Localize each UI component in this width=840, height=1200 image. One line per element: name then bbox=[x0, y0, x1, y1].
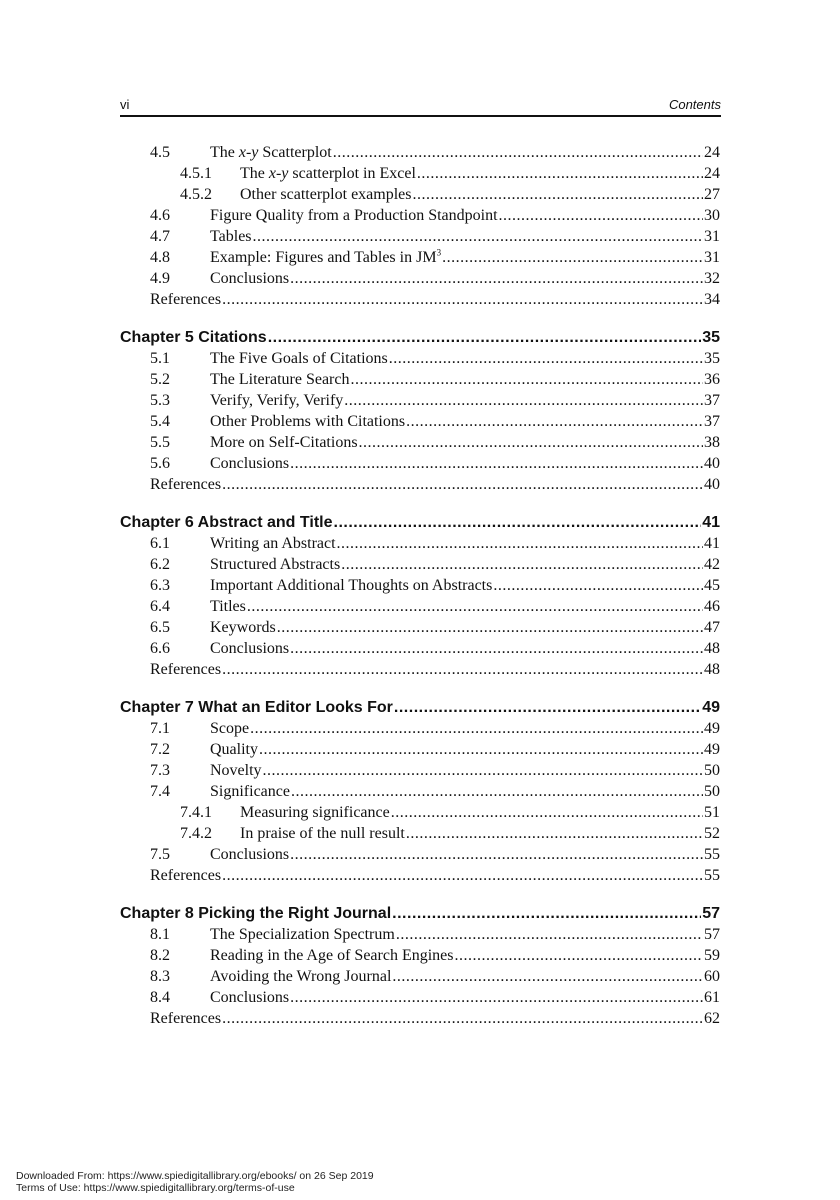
toc-entry[interactable] bbox=[120, 369, 720, 390]
table-of-contents bbox=[120, 142, 720, 1029]
toc-entry[interactable] bbox=[120, 924, 720, 945]
page-ref: 24 bbox=[704, 165, 720, 182]
entry-title bbox=[120, 327, 267, 348]
section-number: 8.3 bbox=[150, 968, 170, 985]
dot-leader bbox=[253, 226, 703, 247]
toc-entry[interactable] bbox=[120, 226, 720, 247]
section-number: 5.2 bbox=[150, 371, 170, 388]
terms-of-use: Terms of Use: https://www.spiedigitallibrary.org/terms-of-use bbox=[16, 1182, 295, 1194]
dot-leader bbox=[277, 617, 703, 638]
toc-entry[interactable] bbox=[120, 760, 720, 781]
toc-entry[interactable] bbox=[120, 638, 720, 659]
dot-leader bbox=[222, 289, 703, 310]
dot-leader bbox=[344, 390, 703, 411]
page-ref: 48 bbox=[704, 661, 720, 678]
title-text: Conclusions bbox=[210, 640, 290, 657]
running-title: Contents bbox=[668, 97, 721, 112]
title-text: Other scatterplot examples bbox=[240, 186, 412, 203]
toc-entry[interactable] bbox=[120, 802, 720, 823]
title-text: Conclusions bbox=[210, 455, 290, 472]
title-text: Conclusions bbox=[210, 989, 290, 1006]
dot-leader bbox=[250, 718, 703, 739]
entry-title bbox=[240, 184, 412, 205]
section-number: 7.5 bbox=[150, 846, 170, 863]
dot-leader bbox=[391, 802, 703, 823]
page-ref: 46 bbox=[704, 598, 720, 615]
dot-leader bbox=[455, 945, 704, 966]
section-number: 4.9 bbox=[150, 270, 170, 287]
entry-title bbox=[210, 348, 388, 369]
page-ref: 31 bbox=[704, 249, 720, 266]
entry-title bbox=[210, 390, 343, 411]
dot-leader bbox=[259, 739, 703, 760]
title-text: Figure Quality from a Production Standpoint bbox=[210, 207, 498, 224]
toc-chapter-entry[interactable] bbox=[120, 327, 720, 348]
entry-title bbox=[210, 987, 289, 1008]
entry-title bbox=[210, 205, 498, 226]
entry-title bbox=[210, 432, 358, 453]
toc-entry[interactable] bbox=[120, 432, 720, 453]
dot-leader bbox=[291, 781, 703, 802]
footer bbox=[16, 1170, 374, 1194]
title-text: Reading in the Age of Search Engines bbox=[210, 947, 454, 964]
dot-leader bbox=[392, 966, 703, 987]
dot-leader bbox=[493, 575, 703, 596]
page-ref: 35 bbox=[704, 350, 720, 367]
title-text: The Five Goals of Citations bbox=[210, 350, 388, 367]
page-number: vi bbox=[120, 97, 130, 112]
page-ref: 52 bbox=[704, 825, 720, 842]
toc-entry[interactable] bbox=[120, 1008, 720, 1029]
entry-title bbox=[210, 844, 289, 865]
page-ref: 60 bbox=[704, 968, 720, 985]
page-ref: 35 bbox=[702, 329, 720, 346]
toc-entry[interactable] bbox=[120, 348, 720, 369]
title-text: 3 bbox=[436, 247, 442, 258]
section-number: 4.7 bbox=[150, 228, 170, 245]
dot-leader bbox=[268, 327, 702, 348]
title-text: In praise of the null result bbox=[240, 825, 405, 842]
page-ref: 57 bbox=[704, 926, 720, 943]
title-text: Novelty bbox=[210, 762, 262, 779]
dot-leader bbox=[389, 348, 703, 369]
title-text: Other Problems with Citations bbox=[210, 413, 406, 430]
section-number: 4.8 bbox=[150, 249, 170, 266]
page-ref: 48 bbox=[704, 640, 720, 657]
entry-title bbox=[240, 823, 405, 844]
dot-leader bbox=[337, 533, 703, 554]
entry-title bbox=[120, 512, 333, 533]
toc-entry[interactable] bbox=[120, 718, 720, 739]
toc-entry[interactable] bbox=[120, 184, 720, 205]
title-text: Quality bbox=[210, 741, 258, 758]
toc-entry[interactable] bbox=[120, 659, 720, 680]
entry-title bbox=[210, 966, 391, 987]
dot-leader bbox=[222, 659, 703, 680]
title-text: Writing an Abstract bbox=[210, 535, 336, 552]
dot-leader bbox=[359, 432, 703, 453]
section-number: 5.1 bbox=[150, 350, 170, 367]
page-ref: 36 bbox=[704, 371, 720, 388]
toc-chapter-entry[interactable] bbox=[120, 903, 720, 924]
dot-leader bbox=[333, 142, 703, 163]
dot-leader bbox=[263, 760, 703, 781]
toc-entry[interactable] bbox=[120, 617, 720, 638]
dot-leader bbox=[442, 247, 703, 268]
title-text: Tables bbox=[210, 228, 252, 245]
entry-title bbox=[210, 739, 258, 760]
toc-entry[interactable] bbox=[120, 163, 720, 184]
entry-title bbox=[210, 638, 289, 659]
dot-leader bbox=[406, 411, 703, 432]
dot-leader bbox=[290, 453, 703, 474]
section-number: 8.4 bbox=[150, 989, 170, 1006]
toc-entry[interactable] bbox=[120, 289, 720, 310]
title-text: The Specialization Spectrum bbox=[210, 926, 395, 943]
dot-leader bbox=[290, 987, 703, 1008]
dot-leader bbox=[290, 844, 703, 865]
toc-entry[interactable] bbox=[120, 575, 720, 596]
entry-title bbox=[210, 596, 246, 617]
page-ref: 61 bbox=[704, 989, 720, 1006]
entry-title bbox=[150, 474, 221, 495]
entry-title bbox=[150, 1008, 221, 1029]
page-ref: 27 bbox=[704, 186, 720, 203]
page-ref: 32 bbox=[704, 270, 720, 287]
title-text: scatterplot in Excel bbox=[288, 165, 416, 182]
page-ref: 31 bbox=[704, 228, 720, 245]
entry-title bbox=[210, 142, 332, 163]
entry-title bbox=[120, 903, 391, 924]
toc-entry[interactable] bbox=[120, 205, 720, 226]
page-ref: 37 bbox=[704, 413, 720, 430]
dot-leader bbox=[406, 823, 703, 844]
title-text: x-y bbox=[238, 144, 259, 161]
page-ref: 40 bbox=[704, 476, 720, 493]
title-text: Chapter 7 What an Editor Looks For bbox=[120, 699, 393, 716]
section-number: 7.4.1 bbox=[180, 804, 212, 821]
section-number: 5.3 bbox=[150, 392, 170, 409]
toc-entry[interactable] bbox=[120, 844, 720, 865]
title-text: Significance bbox=[210, 783, 290, 800]
dot-leader bbox=[499, 205, 703, 226]
entry-title bbox=[210, 369, 349, 390]
section-number: 7.4 bbox=[150, 783, 170, 800]
title-text: Titles bbox=[210, 598, 246, 615]
section-number: 6.5 bbox=[150, 619, 170, 636]
page-ref: 49 bbox=[704, 720, 720, 737]
page-ref: 59 bbox=[704, 947, 720, 964]
running-header bbox=[120, 96, 721, 117]
toc-entry[interactable] bbox=[120, 987, 720, 1008]
title-text: The Literature Search bbox=[210, 371, 350, 388]
page-ref: 34 bbox=[704, 291, 720, 308]
title-text: Measuring significance bbox=[240, 804, 390, 821]
page-ref: 37 bbox=[704, 392, 720, 409]
dot-leader bbox=[392, 903, 701, 924]
entry-title bbox=[210, 718, 249, 739]
title-text: Conclusions bbox=[210, 270, 290, 287]
dot-leader bbox=[413, 184, 704, 205]
dot-leader bbox=[334, 512, 702, 533]
title-text: The bbox=[240, 165, 269, 182]
toc-entry[interactable] bbox=[120, 966, 720, 987]
title-text: Verify, Verify, Verify bbox=[210, 392, 344, 409]
title-text: Chapter 6 Abstract and Title bbox=[120, 514, 333, 531]
entry-title bbox=[240, 802, 390, 823]
toc-entry[interactable] bbox=[120, 474, 720, 495]
toc-entry[interactable] bbox=[120, 533, 720, 554]
entry-title bbox=[150, 865, 221, 886]
toc-entry[interactable] bbox=[120, 781, 720, 802]
toc-entry[interactable] bbox=[120, 247, 720, 268]
entry-title bbox=[210, 945, 454, 966]
toc-entry[interactable] bbox=[120, 596, 720, 617]
page-ref: 47 bbox=[704, 619, 720, 636]
section-number: 6.2 bbox=[150, 556, 170, 573]
page-ref: 55 bbox=[704, 846, 720, 863]
section-number: 5.5 bbox=[150, 434, 170, 451]
title-text: Example: Figures and Tables in JM bbox=[210, 249, 437, 266]
page-ref: 57 bbox=[702, 905, 720, 922]
section-number: 8.1 bbox=[150, 926, 170, 943]
dot-leader bbox=[394, 697, 701, 718]
toc-entry[interactable] bbox=[120, 268, 720, 289]
title-text: Scatterplot bbox=[258, 144, 332, 161]
page-ref: 30 bbox=[704, 207, 720, 224]
dot-leader bbox=[222, 1008, 703, 1029]
toc-entry[interactable] bbox=[120, 390, 720, 411]
dot-leader bbox=[341, 554, 703, 575]
section-number: 7.2 bbox=[150, 741, 170, 758]
title-text: Chapter 8 Picking the Right Journal bbox=[120, 905, 392, 922]
entry-title bbox=[210, 554, 340, 575]
entry-title bbox=[210, 226, 252, 247]
page-ref: 45 bbox=[704, 577, 720, 594]
entry-title bbox=[210, 924, 395, 945]
section-number: 7.3 bbox=[150, 762, 170, 779]
toc-entry[interactable] bbox=[120, 411, 720, 432]
title-text: Chapter 5 Citations bbox=[120, 329, 267, 346]
section-number: 6.6 bbox=[150, 640, 170, 657]
page-ref: 38 bbox=[704, 434, 720, 451]
section-number: 5.6 bbox=[150, 455, 170, 472]
entry-title bbox=[210, 268, 289, 289]
title-text: Structured Abstracts bbox=[210, 556, 341, 573]
title-text: References bbox=[150, 867, 222, 884]
entry-title bbox=[210, 247, 441, 268]
page-ref: 62 bbox=[704, 1010, 720, 1027]
toc-entry[interactable] bbox=[120, 554, 720, 575]
toc-entry[interactable] bbox=[120, 453, 720, 474]
entry-title bbox=[210, 760, 262, 781]
title-text: Keywords bbox=[210, 619, 276, 636]
page-ref: 55 bbox=[704, 867, 720, 884]
toc-entry[interactable] bbox=[120, 739, 720, 760]
title-text: Important Additional Thoughts on Abstracts bbox=[210, 577, 493, 594]
section-number: 6.3 bbox=[150, 577, 170, 594]
section-number: 8.2 bbox=[150, 947, 170, 964]
page-ref: 41 bbox=[702, 514, 720, 531]
section-number: 5.4 bbox=[150, 413, 170, 430]
title-text: x-y bbox=[268, 165, 289, 182]
title-text: The bbox=[210, 144, 239, 161]
section-number: 7.1 bbox=[150, 720, 170, 737]
title-text: References bbox=[150, 291, 222, 308]
section-number: 6.4 bbox=[150, 598, 170, 615]
title-text: Conclusions bbox=[210, 846, 290, 863]
dot-leader bbox=[222, 474, 703, 495]
title-text: References bbox=[150, 661, 222, 678]
section-number: 4.6 bbox=[150, 207, 170, 224]
section-number: 7.4.2 bbox=[180, 825, 212, 842]
page-ref: 49 bbox=[702, 699, 720, 716]
title-text: References bbox=[150, 1010, 222, 1027]
toc-chapter-entry[interactable] bbox=[120, 512, 720, 533]
page-ref: 49 bbox=[704, 741, 720, 758]
dot-leader bbox=[290, 638, 703, 659]
title-text: More on Self-Citations bbox=[210, 434, 358, 451]
page-ref: 41 bbox=[704, 535, 720, 552]
section-number: 4.5.2 bbox=[180, 186, 212, 203]
dot-leader bbox=[396, 924, 703, 945]
entry-title bbox=[210, 411, 405, 432]
entry-title bbox=[210, 575, 492, 596]
page-ref: 51 bbox=[704, 804, 720, 821]
entry-title bbox=[150, 659, 221, 680]
entry-title bbox=[210, 453, 289, 474]
section-number: 4.5 bbox=[150, 144, 170, 161]
dot-leader bbox=[222, 865, 703, 886]
dot-leader bbox=[290, 268, 703, 289]
page-ref: 42 bbox=[704, 556, 720, 573]
entry-title bbox=[210, 533, 336, 554]
dot-leader bbox=[247, 596, 703, 617]
section-number: 4.5.1 bbox=[180, 165, 212, 182]
toc-entry[interactable] bbox=[120, 142, 720, 163]
page-ref: 40 bbox=[704, 455, 720, 472]
entry-title bbox=[150, 289, 221, 310]
page-ref: 50 bbox=[704, 783, 720, 800]
title-text: References bbox=[150, 476, 222, 493]
toc-chapter-entry[interactable] bbox=[120, 697, 720, 718]
toc-entry[interactable] bbox=[120, 945, 720, 966]
download-notice: Downloaded From: https://www.spiedigitallibrary.org/ebooks/ on 26 Sep 2019 bbox=[16, 1170, 374, 1182]
entry-title bbox=[210, 617, 276, 638]
page-ref: 50 bbox=[704, 762, 720, 779]
entry-title bbox=[210, 781, 290, 802]
title-text: Avoiding the Wrong Journal bbox=[210, 968, 392, 985]
section-number: 6.1 bbox=[150, 535, 170, 552]
entry-title bbox=[120, 697, 393, 718]
toc-entry[interactable] bbox=[120, 865, 720, 886]
title-text: Scope bbox=[210, 720, 250, 737]
page-ref: 24 bbox=[704, 144, 720, 161]
dot-leader bbox=[350, 369, 703, 390]
toc-entry[interactable] bbox=[120, 823, 720, 844]
entry-title bbox=[240, 163, 416, 184]
dot-leader bbox=[417, 163, 703, 184]
